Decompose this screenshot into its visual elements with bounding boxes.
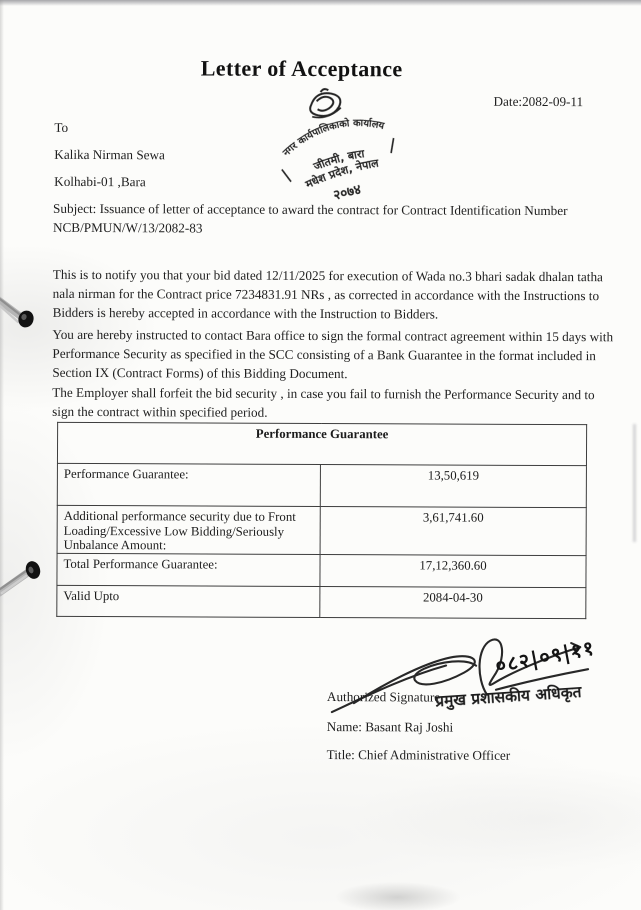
scan-edge-top [0,0,641,6]
row-value: 17,12,360.60 [320,554,586,587]
handwritten-date: ०८२|०९|११ [493,635,597,678]
scan-edge-left [0,0,4,910]
table-row [57,463,586,507]
binder-ring-bottom [0,545,55,607]
table-row [57,585,586,618]
municipality-round-seal [267,82,404,207]
seal-emblem [306,86,343,120]
table-row [57,505,586,555]
seal-line3: मधेश प्रदेश, नेपाल [303,156,380,192]
row-value: 2084-04-30 [320,586,586,618]
row-label: Total Performance Guarantee: [57,553,320,586]
seal-arc-text: नगर कार्यपालिकाको कार्यालय [281,117,386,159]
row-label: Performance Guarantee: [57,463,320,506]
recipient-name: Kalika Nirman Sewa [54,146,165,163]
performance-guarantee-table [56,422,587,619]
binder-ring-top [0,292,48,344]
row-value: 3,61,741.60 [320,506,586,555]
row-value: 13,50,619 [320,464,586,507]
signatory-title: Title: Chief Administrative Officer [326,747,511,763]
paragraph-forfeit-warning: The Employer shall forfeit the bid security , in case you fail to furnish the Performance Security and to sign the contract within specified period. [52,384,595,420]
paragraph-bid-acceptance: This is to notify you that your bid dated 12/11/2025 for execution of Wada no.3 bhari sadak dhalan tatha nala nirman for the Contract price 7234831.91 NRs , as corrected in accordance with the Instructions to Bidders is hereby accepted in accordance with the Instruction to Bidders. [52,266,603,322]
office-title-stamp: प्रमुख प्रशासकीय अधिकृत [434,682,582,711]
paragraph-contract-instruction: You are hereby instructed to contact Bara office to sign the formal contract agreement within 15 days with Performance Security as specified in the SCC consisting of a Bank Guarantee in the format included in Section IX (Contract Forms) of this Bidding Document. [52,326,614,382]
scan-smudge [633,424,636,542]
row-label: Valid Upto [57,585,320,617]
table-header-row [57,422,586,465]
recipient-address: Kolhabi-01 ,Bara [54,173,146,190]
recipient-salutation: To [54,119,69,135]
table-row [57,553,586,587]
row-label: Additional performance security due to Front Loading/Excessive Low Bidding/Seriously Unbalance Amount: [57,505,320,554]
seal-year: २०७४ [331,181,363,204]
signatory-name: Name: Basant Raj Joshi [326,719,454,735]
seal-line2: जीतमी, बारा [311,147,366,174]
table-title: Performance Guarantee [57,422,586,465]
subject-line: Subject: Issuance of letter of acceptance to award the contract for Contract Identification Number NCB/PMUN/W/13/2082-83 [52,200,568,236]
letter-date: Date:2082-09-11 [493,93,584,110]
page-title: Letter of Acceptance [200,55,403,82]
authorized-signature-caption: Authorized Signature [326,689,441,705]
